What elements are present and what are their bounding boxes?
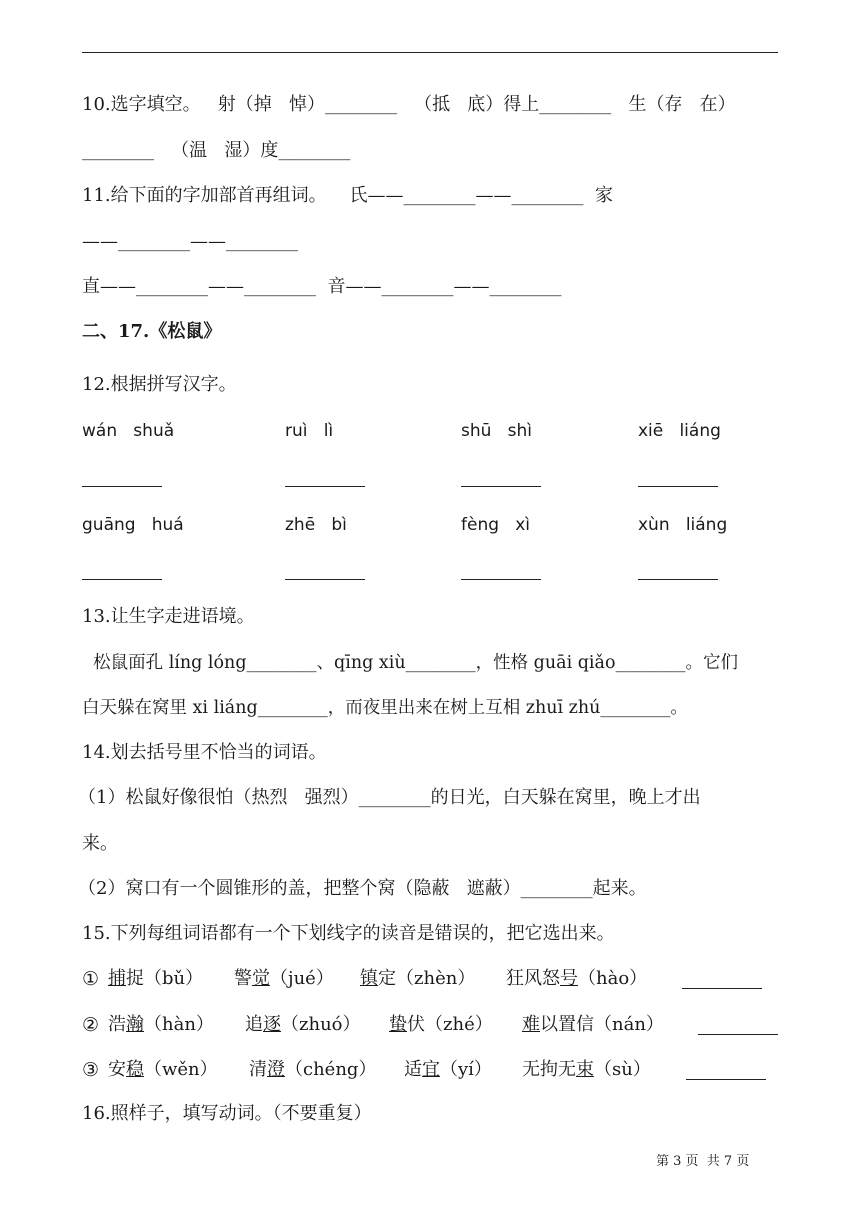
q12-title: 12.根据拼写汉字。 [82,374,237,395]
q15-word: 狂风怒号（hào） [506,968,648,989]
answer-blank[interactable] [698,1034,778,1035]
answer-blank[interactable] [82,579,162,580]
q11-line1: 11.给下面的字加部首再组词。 氏——________——________ 家 [82,185,613,206]
q15-word: 无拘无束（sù） [522,1059,651,1080]
q15-word: 浩瀚（hàn） [108,1014,214,1035]
q16-title: 16.照样子，填写动词。（不要重复） [82,1103,372,1124]
circled-number: ② [82,1014,100,1036]
answer-blank[interactable] [638,486,718,487]
q15-word: 警觉（jué） [234,968,334,989]
pinyin-item: xiē liáng [638,421,721,441]
q11-line2: ——________——________ [82,231,298,252]
pinyin-item: xùn liáng [638,515,728,535]
pinyin-item: zhē bì [285,515,347,535]
q10-line1: 10.选字填空。 射（掉 悼）________ （抵 底）得上________ 生（存 在） [82,94,736,115]
answer-blank[interactable] [686,1079,766,1080]
header-rule [82,52,778,53]
pinyin-item: shū shì [461,421,532,441]
q13-line1: 松鼠面孔 líng lóng________、qīng xiù________，性格 guāi qiǎo________。它们 [82,653,738,673]
q14-title: 14.划去括号里不恰当的词语。 [82,742,327,763]
circled-number: ③ [82,1059,100,1081]
answer-blank[interactable] [638,579,718,580]
answer-blank[interactable] [461,579,541,580]
q15-word: 难以置信（nán） [522,1014,664,1035]
q13-line2: 白天躲在窝里 xi liáng________，而夜里出来在树上互相 zhuī zhú________。 [82,698,688,718]
answer-blank[interactable] [82,486,162,487]
q15-title: 15.下列每组词语都有一个下划线字的读音是错误的，把它选出来。 [82,923,615,944]
q15-word: 安稳（wěn） [108,1059,218,1080]
answer-blank[interactable] [682,988,762,989]
q13-title: 13.让生字走进语境。 [82,606,255,627]
answer-blank[interactable] [285,486,365,487]
q14-item1-line2: 来。 [82,833,118,854]
answer-blank[interactable] [285,579,365,580]
q14-item1-line1: （1）松鼠好像很怕（热烈 强烈）________的日光，白天躲在窝里，晚上才出 [78,787,701,808]
pinyin-item: guāng huá [82,515,184,535]
q11-line3: 直——________——________ 音——________——________ [82,276,562,297]
q10-line2: ________ （温 湿）度________ [82,140,351,161]
pinyin-item: wán shuǎ [82,421,175,441]
page-footer: 第 3 页 共 7 页 [656,1154,750,1169]
circled-number: ① [82,968,100,990]
section-title: 二、17.《松鼠》 [82,321,222,342]
q14-item2: （2）窝口有一个圆锥形的盖，把整个窝（隐蔽 遮蔽）________起来。 [78,878,647,899]
q15-word: 追逐（zhuó） [245,1014,361,1035]
q15-word: 清澄（chéng） [249,1059,377,1080]
answer-blank[interactable] [461,486,541,487]
q15-word: 镇定（zhèn） [360,968,476,989]
q15-word: 蛰伏（zhé） [389,1014,493,1035]
q15-word: 适宜（yí） [404,1059,492,1080]
q15-word: 捕捉（bǔ） [108,968,204,989]
pinyin-item: fèng xì [461,515,531,535]
pinyin-item: ruì lì [285,421,334,441]
